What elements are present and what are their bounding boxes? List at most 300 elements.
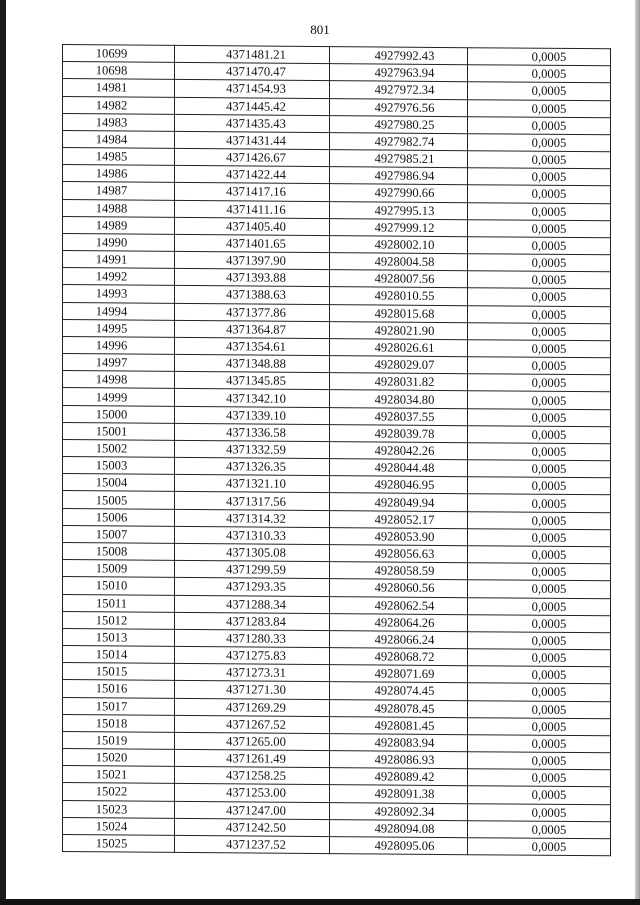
y-coordinate-cell: [330, 682, 468, 700]
value-cell-text: 0,0005: [531, 513, 567, 528]
x-coordinate-cell-text: 4371283.84: [226, 614, 286, 629]
value-cell: [468, 82, 611, 100]
y-coordinate-cell-text: 4927990.66: [374, 185, 435, 201]
point-id-cell: [63, 268, 175, 286]
x-coordinate-cell-text: 4371247.00: [226, 802, 286, 818]
x-coordinate-cell-text: 4371348.88: [226, 356, 286, 371]
x-coordinate-cell: [175, 234, 330, 252]
y-coordinate-cell: [330, 665, 468, 683]
y-coordinate-cell: [330, 201, 468, 219]
y-coordinate-cell: [330, 98, 468, 116]
value-cell-text: 0,0005: [531, 839, 567, 854]
point-id-cell: [63, 560, 175, 578]
point-id-cell-text: 15016: [95, 681, 128, 696]
y-coordinate-cell-text: 4928071.69: [374, 666, 435, 682]
value-cell: [468, 614, 611, 632]
point-id-cell-text: 15001: [95, 424, 128, 439]
x-coordinate-cell-text: 4371269.29: [226, 699, 286, 715]
y-coordinate-cell-text: 4928029.07: [374, 357, 435, 373]
x-coordinate-cell: [175, 114, 330, 132]
y-coordinate-cell: [330, 510, 468, 528]
y-coordinate-cell: [330, 562, 468, 580]
y-coordinate-cell-text: 4928052.17: [374, 512, 435, 527]
y-coordinate-cell: [330, 64, 468, 82]
scan-edge-bottom: [0, 899, 640, 905]
y-coordinate-cell-text: 4927986.94: [374, 168, 435, 184]
value-cell: [468, 134, 611, 152]
y-coordinate-cell: [330, 579, 468, 597]
value-cell-text: 0,0005: [531, 204, 567, 219]
value-cell: [468, 717, 611, 735]
x-coordinate-cell-text: 4371258.25: [226, 768, 286, 784]
value-cell-text: 0,0005: [531, 324, 567, 339]
point-id-cell-text: 15021: [95, 767, 128, 782]
y-coordinate-cell-text: 4928081.45: [374, 718, 435, 733]
point-id-cell-text: 14988: [95, 200, 128, 216]
value-cell-text: 0,0005: [531, 393, 567, 408]
point-id-cell: [63, 251, 175, 269]
x-coordinate-cell-text: 4371431.44: [226, 133, 286, 148]
value-cell-text: 0,0005: [531, 376, 567, 391]
x-coordinate-cell-text: 4371339.10: [226, 407, 286, 423]
point-id-cell: [63, 62, 175, 80]
y-coordinate-cell-text: 4928007.56: [374, 271, 435, 287]
x-coordinate-cell: [175, 183, 330, 201]
point-id-cell-text: 14984: [95, 132, 128, 147]
x-coordinate-cell-text: 4371405.40: [226, 219, 286, 234]
x-coordinate-cell-text: 4371253.00: [226, 785, 286, 801]
value-cell-text: 0,0005: [531, 530, 567, 545]
x-coordinate-cell: [175, 458, 330, 476]
x-coordinate-cell: [175, 646, 330, 664]
value-cell-text: 0,0005: [531, 753, 567, 769]
value-cell-text: 0,0005: [531, 427, 567, 442]
point-id-cell-text: 14997: [95, 355, 128, 370]
x-coordinate-cell-text: 4371364.87: [226, 322, 286, 337]
point-id-cell: [63, 216, 175, 234]
point-id-cell: [63, 45, 175, 63]
x-coordinate-cell-text: 4371388.63: [226, 287, 286, 303]
value-cell: [468, 340, 611, 358]
point-id-cell: [63, 474, 175, 492]
point-id-cell-text: 14987: [95, 183, 128, 198]
x-coordinate-cell: [175, 440, 330, 458]
y-coordinate-cell: [330, 287, 468, 305]
point-id-cell: [63, 96, 175, 114]
value-cell: [468, 580, 611, 598]
point-id-cell-text: 15024: [95, 819, 128, 834]
value-cell: [468, 48, 611, 66]
x-coordinate-cell: [175, 354, 330, 372]
x-coordinate-cell: [175, 200, 330, 218]
y-coordinate-cell: [330, 270, 468, 288]
point-id-cell: [63, 233, 175, 251]
x-coordinate-cell: [175, 372, 330, 390]
point-id-cell: [63, 834, 175, 852]
value-cell: [468, 391, 611, 409]
y-coordinate-cell: [330, 819, 468, 837]
point-id-cell: [63, 697, 175, 715]
point-id-cell: [63, 422, 175, 440]
value-cell-text: 0,0005: [531, 66, 567, 82]
table-body: [63, 45, 611, 856]
value-cell-text: 0,0005: [531, 822, 567, 837]
value-cell-text: 0,0005: [531, 719, 567, 734]
point-id-cell-text: 14998: [95, 372, 128, 387]
point-id-cell: [63, 663, 175, 681]
point-id-cell: [63, 800, 175, 818]
y-coordinate-cell-text: 4927976.56: [374, 100, 435, 115]
point-id-cell-text: 15019: [95, 733, 128, 748]
y-coordinate-cell-text: 4928060.56: [374, 580, 435, 596]
value-cell-text: 0,0005: [531, 84, 567, 99]
x-coordinate-cell: [175, 389, 330, 407]
y-coordinate-cell: [330, 390, 468, 408]
y-coordinate-cell: [330, 493, 468, 511]
value-cell-text: 0,0005: [531, 667, 567, 683]
y-coordinate-cell: [330, 699, 468, 717]
y-coordinate-cell: [330, 184, 468, 202]
value-cell: [468, 185, 611, 203]
value-cell: [468, 511, 611, 529]
point-id-cell-text: 15012: [95, 613, 128, 628]
x-coordinate-cell-text: 4371426.67: [226, 150, 286, 165]
value-cell: [468, 357, 611, 375]
y-coordinate-cell-text: 4928095.06: [374, 838, 435, 853]
y-coordinate-cell: [330, 132, 468, 150]
x-coordinate-cell: [175, 303, 330, 321]
value-cell: [468, 460, 611, 478]
y-coordinate-cell-text: 4928026.61: [374, 340, 435, 355]
x-coordinate-cell: [175, 612, 330, 630]
y-coordinate-cell-text: 4928064.26: [374, 615, 435, 630]
point-id-cell-text: 14995: [95, 321, 128, 336]
point-id-cell: [63, 79, 175, 97]
x-coordinate-cell-text: 4371305.08: [226, 545, 286, 560]
y-coordinate-cell: [330, 235, 468, 253]
point-id-cell: [63, 148, 175, 166]
y-coordinate-cell: [330, 476, 468, 494]
y-coordinate-cell: [330, 167, 468, 185]
point-id-cell-text: 14983: [95, 115, 128, 130]
x-coordinate-cell-text: 4371445.42: [226, 98, 286, 114]
value-cell-text: 0,0005: [531, 599, 567, 614]
x-coordinate-cell: [175, 526, 330, 544]
point-id-cell-text: 15000: [95, 406, 128, 422]
coordinates-table-wrapper: [62, 44, 610, 856]
value-cell-text: 0,0005: [531, 564, 567, 580]
x-coordinate-cell-text: 4371299.59: [226, 562, 286, 577]
value-cell: [468, 563, 611, 581]
value-cell: [468, 116, 611, 134]
x-coordinate-cell: [175, 818, 330, 836]
point-id-cell-text: 14989: [95, 218, 128, 233]
y-coordinate-cell: [330, 356, 468, 374]
value-cell-text: 0,0005: [531, 702, 567, 717]
x-coordinate-cell-text: 4371470.47: [226, 64, 286, 80]
x-coordinate-cell-text: 4371314.32: [226, 511, 286, 526]
x-coordinate-cell-text: 4371293.35: [226, 579, 286, 595]
y-coordinate-cell-text: 4927992.43: [374, 48, 435, 64]
value-cell-text: 0,0005: [531, 410, 567, 425]
y-coordinate-cell: [330, 527, 468, 545]
value-cell: [468, 786, 611, 804]
value-cell: [468, 597, 611, 615]
point-id-cell-text: 14991: [95, 252, 128, 267]
y-coordinate-cell: [330, 630, 468, 648]
x-coordinate-cell: [175, 166, 330, 184]
value-cell: [468, 65, 611, 83]
value-cell: [468, 546, 611, 564]
point-id-cell: [63, 165, 175, 183]
point-id-cell: [63, 508, 175, 526]
point-id-cell: [63, 646, 175, 664]
x-coordinate-cell: [175, 131, 330, 149]
point-id-cell-text: 15003: [95, 458, 128, 473]
x-coordinate-cell: [175, 784, 330, 802]
y-coordinate-cell: [330, 407, 468, 425]
point-id-cell-text: 15009: [95, 561, 128, 576]
point-id-cell: [63, 714, 175, 732]
x-coordinate-cell-text: 4371288.34: [226, 596, 286, 612]
y-coordinate-cell-text: 4928086.93: [374, 752, 435, 768]
y-coordinate-cell: [330, 648, 468, 666]
x-coordinate-cell: [175, 629, 330, 647]
value-cell: [468, 151, 611, 169]
y-coordinate-cell: [330, 716, 468, 734]
point-id-cell: [63, 611, 175, 629]
x-coordinate-cell: [175, 286, 330, 304]
point-id-cell: [63, 577, 175, 595]
point-id-cell-text: 15006: [95, 509, 128, 525]
y-coordinate-cell-text: 4928092.34: [374, 804, 435, 819]
y-coordinate-cell-text: 4928089.42: [374, 769, 435, 785]
point-id-cell-text: 15004: [95, 475, 128, 490]
x-coordinate-cell: [175, 664, 330, 682]
point-id-cell-text: 15017: [95, 698, 128, 714]
value-cell-text: 0,0005: [531, 118, 567, 133]
y-coordinate-cell: [330, 81, 468, 99]
point-id-cell: [63, 182, 175, 200]
scan-edge-left: [0, 0, 6, 905]
x-coordinate-cell-text: 4371237.52: [226, 837, 286, 852]
x-coordinate-cell-text: 4371317.56: [226, 493, 286, 509]
x-coordinate-cell-text: 4371265.00: [226, 734, 286, 749]
y-coordinate-cell: [330, 253, 468, 271]
value-cell: [468, 99, 611, 117]
y-coordinate-cell-text: 4927999.12: [374, 220, 435, 235]
x-coordinate-cell-text: 4371377.86: [226, 304, 286, 320]
x-coordinate-cell-text: 4371267.52: [226, 717, 286, 732]
value-cell: [468, 322, 611, 340]
value-cell: [468, 666, 611, 684]
x-coordinate-cell-text: 4371336.58: [226, 425, 286, 440]
value-cell-text: 0,0005: [531, 582, 567, 597]
y-coordinate-cell: [330, 733, 468, 751]
x-coordinate-cell-text: 4371332.59: [226, 442, 286, 457]
y-coordinate-cell: [330, 150, 468, 168]
x-coordinate-cell: [175, 423, 330, 441]
value-cell-text: 0,0005: [531, 770, 567, 786]
point-id-cell: [63, 731, 175, 749]
value-cell-text: 0,0005: [531, 358, 567, 374]
value-cell: [468, 820, 611, 838]
point-id-cell: [63, 130, 175, 148]
y-coordinate-cell: [330, 339, 468, 357]
value-cell: [468, 632, 611, 650]
point-id-cell: [63, 388, 175, 406]
point-id-cell-text: 14996: [95, 338, 128, 353]
x-coordinate-cell-text: 4371261.49: [226, 751, 286, 766]
point-id-cell: [63, 439, 175, 457]
value-cell-text: 0,0005: [531, 788, 567, 803]
point-id-cell-text: 15011: [95, 595, 128, 611]
y-coordinate-cell-text: 4928094.08: [374, 821, 435, 836]
x-coordinate-cell-text: 4371435.43: [226, 116, 286, 131]
x-coordinate-cell-text: 4371393.88: [226, 270, 286, 286]
y-coordinate-cell-text: 4928044.48: [374, 460, 435, 476]
point-id-cell-text: 14981: [95, 80, 128, 95]
value-cell-text: 0,0005: [531, 685, 567, 700]
y-coordinate-cell-text: 4928037.55: [374, 409, 435, 424]
point-id-cell: [63, 199, 175, 217]
point-id-cell: [63, 525, 175, 543]
x-coordinate-cell: [175, 406, 330, 424]
y-coordinate-cell-text: 4928031.82: [374, 374, 435, 390]
value-cell-text: 0,0005: [531, 238, 567, 253]
x-coordinate-cell-text: 4371354.61: [226, 339, 286, 354]
y-coordinate-cell-text: 4927985.21: [374, 151, 435, 167]
x-coordinate-cell-text: 4371280.33: [226, 631, 286, 646]
point-id-cell: [63, 302, 175, 320]
x-coordinate-cell: [175, 63, 330, 81]
x-coordinate-cell-text: 4371342.10: [226, 390, 286, 406]
y-coordinate-cell-text: 4928078.45: [374, 701, 435, 716]
value-cell: [468, 254, 611, 272]
point-id-cell-text: 10699: [95, 46, 128, 61]
x-coordinate-cell: [175, 475, 330, 493]
value-cell-text: 0,0005: [531, 444, 567, 459]
page-number: 801: [310, 22, 330, 37]
value-cell: [468, 769, 611, 787]
x-coordinate-cell: [175, 97, 330, 115]
point-id-cell: [63, 680, 175, 698]
point-id-cell-text: 14990: [95, 235, 128, 250]
value-cell: [468, 219, 611, 237]
x-coordinate-cell: [175, 251, 330, 269]
y-coordinate-cell: [330, 304, 468, 322]
value-cell: [468, 202, 611, 220]
point-id-cell: [63, 371, 175, 389]
y-coordinate-cell-text: 4928091.38: [374, 786, 435, 802]
point-id-cell-text: 14993: [95, 286, 128, 301]
value-cell: [468, 494, 611, 512]
point-id-cell: [63, 491, 175, 509]
value-cell: [468, 374, 611, 392]
x-coordinate-cell: [175, 269, 330, 287]
y-coordinate-cell-text: 4928053.90: [374, 529, 435, 544]
x-coordinate-cell: [175, 543, 330, 561]
y-coordinate-cell: [330, 115, 468, 133]
y-coordinate-cell-text: 4928049.94: [374, 495, 435, 510]
value-cell: [468, 443, 611, 461]
point-id-cell-text: 15014: [95, 647, 128, 662]
y-coordinate-cell: [330, 596, 468, 614]
point-id-cell-text: 15018: [95, 716, 128, 731]
value-cell-text: 0,0005: [531, 479, 567, 494]
x-coordinate-cell: [175, 320, 330, 338]
value-cell-text: 0,0005: [531, 341, 567, 356]
value-cell: [468, 803, 611, 821]
x-coordinate-cell-text: 4371411.16: [226, 201, 286, 217]
y-coordinate-cell-text: 4927982.74: [374, 134, 435, 149]
x-coordinate-cell: [175, 561, 330, 579]
y-coordinate-cell: [330, 424, 468, 442]
x-coordinate-cell-text: 4371345.85: [226, 373, 286, 389]
value-cell-text: 0,0005: [531, 736, 567, 751]
point-id-cell-text: 14994: [95, 303, 128, 319]
point-id-cell-text: 15022: [95, 784, 128, 799]
value-cell: [468, 271, 611, 289]
value-cell-text: 0,0005: [531, 650, 567, 666]
value-cell: [468, 683, 611, 701]
y-coordinate-cell-text: 4928074.45: [374, 683, 435, 699]
table-row: [63, 834, 611, 855]
x-coordinate-cell-text: 4371310.33: [226, 528, 286, 543]
value-cell: [468, 237, 611, 255]
value-cell-text: 0,0005: [531, 187, 567, 202]
y-coordinate-cell-text: 4927972.34: [374, 82, 435, 98]
x-coordinate-cell: [175, 715, 330, 733]
value-cell-text: 0,0005: [531, 496, 567, 511]
value-cell-text: 0,0005: [531, 290, 567, 305]
point-id-cell: [63, 354, 175, 372]
value-cell: [468, 735, 611, 753]
y-coordinate-cell-text: 4928004.58: [374, 254, 435, 270]
point-id-cell-text: 14985: [95, 149, 128, 164]
point-id-cell: [63, 783, 175, 801]
y-coordinate-cell: [330, 785, 468, 803]
y-coordinate-cell: [330, 613, 468, 631]
value-cell: [468, 700, 611, 718]
value-cell-text: 0,0005: [531, 547, 567, 563]
point-id-cell: [63, 594, 175, 612]
x-coordinate-cell: [175, 492, 330, 510]
y-coordinate-cell-text: 4928068.72: [374, 649, 435, 665]
y-coordinate-cell: [330, 442, 468, 460]
x-coordinate-cell: [175, 767, 330, 785]
value-cell-text: 0,0005: [531, 461, 567, 477]
x-coordinate-cell: [175, 337, 330, 355]
x-coordinate-cell-text: 4371275.83: [226, 648, 286, 663]
x-coordinate-cell: [175, 681, 330, 699]
x-coordinate-cell-text: 4371326.35: [226, 459, 286, 474]
point-id-cell: [63, 336, 175, 354]
scan-edge-right: [635, 0, 640, 905]
y-coordinate-cell: [330, 802, 468, 820]
value-cell-text: 0,0005: [531, 221, 567, 236]
point-id-cell-text: 15002: [95, 441, 128, 456]
point-id-cell-text: 14999: [95, 389, 128, 405]
x-coordinate-cell-text: 4371321.10: [226, 476, 286, 492]
x-coordinate-cell: [175, 45, 330, 63]
point-id-cell: [63, 542, 175, 560]
y-coordinate-cell-text: 4928039.78: [374, 426, 435, 441]
value-cell: [468, 838, 611, 856]
y-coordinate-cell-text: 4928015.68: [374, 306, 435, 321]
value-cell: [468, 752, 611, 770]
x-coordinate-cell: [175, 749, 330, 767]
